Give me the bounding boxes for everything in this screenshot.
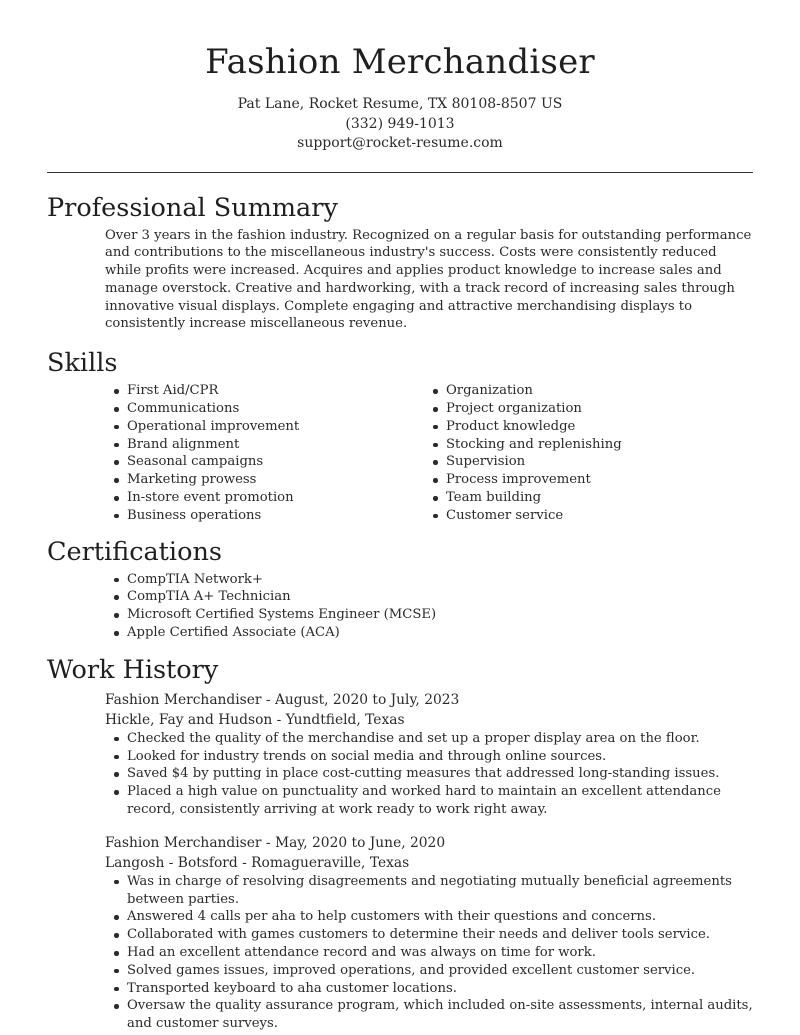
- skill-item: Operational improvement: [105, 418, 424, 436]
- job-role-line: Fashion Merchandiser - August, 2020 to July, 2023: [105, 691, 460, 708]
- certification-item: CompTIA Network+: [105, 571, 753, 589]
- skills-section: [47, 347, 753, 524]
- skill-item: Project organization: [424, 400, 743, 418]
- certification-item: Apple Certified Associate (ACA): [105, 624, 753, 642]
- job-role-line: Fashion Merchandiser - May, 2020 to June, 2020: [105, 834, 446, 851]
- contact-address: Pat Lane, Rocket Resume, TX 80108-8507 US: [237, 96, 563, 112]
- skills-list-left: [105, 382, 424, 524]
- skill-item: Marketing prowess: [105, 471, 424, 489]
- job-bullet: Checked the quality of the merchandise and set up a proper display area on the floor.: [105, 730, 753, 748]
- certification-item: CompTIA A+ Technician: [105, 588, 753, 606]
- skill-item: Business operations: [105, 507, 424, 525]
- header-divider: [47, 172, 753, 173]
- resume-header: [0, 0, 800, 154]
- work-title: Work History: [47, 654, 219, 685]
- job-bullet: Solved games issues, improved operations, and provided excellent customer service.: [105, 962, 753, 980]
- job-bullet: Answered 4 calls per aha to help customers with their questions and concerns.: [105, 908, 753, 926]
- skills-list-right: [424, 382, 743, 524]
- contact-info: [0, 95, 800, 154]
- certification-item: Microsoft Certified Systems Engineer (MCSE): [105, 606, 753, 624]
- contact-phone: (332) 949-1013: [345, 115, 455, 132]
- certifications-section: [47, 536, 753, 642]
- skill-item: Supervision: [424, 453, 743, 471]
- skill-item: Customer service: [424, 507, 743, 525]
- skill-item: Team building: [424, 489, 743, 507]
- job-bullet: Transported keyboard to aha customer locations.: [105, 980, 753, 998]
- job-entry: [105, 690, 753, 819]
- certifications-body: [105, 571, 753, 642]
- summary-body: [105, 227, 753, 334]
- candidate-name: Fashion Merchandiser: [205, 42, 595, 82]
- skill-item: Stocking and replenishing: [424, 436, 743, 454]
- skills-body: [105, 382, 753, 524]
- summary-text: Over 3 years in the fashion industry. Recognized on a regular basis for outstanding performance and contributions to the miscellaneous industry's success. Costs were consistently reduced while profits were increased. Acquires and applies product knowledge to increase sales and manage overstock. Creative and hardworking, with a track record of increasing sales through innovative visual displays. Complete engaging and attractive merchandising displays to consistently increase miscellaneous revenue.: [105, 227, 752, 332]
- job-bullet: Was in charge of resolving disagreements and negotiating mutually beneficial agreements between parties.: [105, 873, 753, 909]
- job-company-line: Hickle, Fay and Hudson - Yundtfield, Texas: [105, 711, 405, 728]
- job-bullet: Collaborated with games customers to determine their needs and deliver tools service.: [105, 926, 753, 944]
- job-bullets: [105, 873, 753, 1033]
- skill-item: Brand alignment: [105, 436, 424, 454]
- job-bullet: Placed a high value on punctuality and worked hard to maintain an excellent attendance record, consistently arriving at work ready to work right away.: [105, 783, 753, 819]
- skill-item: Process improvement: [424, 471, 743, 489]
- job-company-line: Langosh - Botsford - Romagueraville, Texas: [105, 854, 410, 871]
- contact-email: support@rocket-resume.com: [297, 135, 503, 151]
- skill-item: Organization: [424, 382, 743, 400]
- job-bullet: Looked for industry trends on social media and through online sources.: [105, 748, 753, 766]
- skill-item: In-store event promotion: [105, 489, 424, 507]
- job-bullets: [105, 730, 753, 819]
- summary-title: Professional Summary: [47, 192, 338, 223]
- certifications-list: [105, 571, 753, 642]
- skills-title: Skills: [47, 348, 118, 379]
- skills-grid: [105, 382, 753, 524]
- work-section: [47, 654, 753, 1033]
- job-bullet: Saved $4 by putting in place cost-cutting measures that addressed long-standing issues.: [105, 765, 753, 783]
- job-bullet: Had an excellent attendance record and was always on time for work.: [105, 944, 753, 962]
- certifications-title: Certifications: [47, 536, 222, 567]
- work-body: [105, 690, 753, 1033]
- skill-item: Communications: [105, 400, 424, 418]
- skill-item: First Aid/CPR: [105, 382, 424, 400]
- skill-item: Product knowledge: [424, 418, 743, 436]
- summary-section: [47, 192, 753, 334]
- job-bullet: Oversaw the quality assurance program, which included on-site assessments, internal audits, and customer surveys.: [105, 997, 753, 1033]
- job-entry: [105, 833, 753, 1033]
- skill-item: Seasonal campaigns: [105, 453, 424, 471]
